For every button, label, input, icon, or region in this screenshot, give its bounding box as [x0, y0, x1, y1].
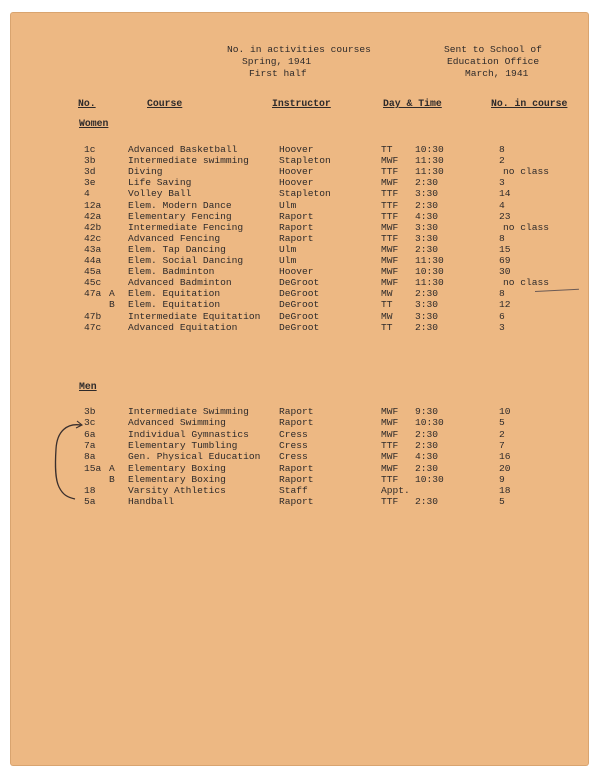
enrollment-count: 20 [499, 462, 511, 474]
section-letter: A [109, 462, 115, 474]
course-name: Gen. Physical Education [128, 451, 261, 463]
table-row [11, 440, 588, 451]
sent-line-2: Education Office [447, 56, 540, 67]
instructor-name: Raport [279, 417, 314, 429]
course-name: Volley Ball [128, 188, 192, 200]
course-name: Elem. Equitation [128, 288, 221, 300]
enrollment-count: 12 [499, 299, 511, 311]
course-name: Intermediate Swimming [128, 406, 249, 417]
meeting-time: 4:30 [415, 451, 439, 463]
column-header-day-time: Day & Time [383, 98, 442, 109]
meeting-time: 3:30 [415, 310, 439, 322]
meeting-days: TTF [381, 232, 399, 244]
course-name: Varsity Athletics [128, 485, 226, 497]
meeting-days: MWF [381, 243, 399, 255]
table-row [11, 244, 588, 255]
meeting-time: 10:30 [415, 417, 444, 429]
course-number: 47b [84, 310, 102, 322]
instructor-name: Hoover [279, 266, 314, 278]
table-row [11, 474, 588, 485]
enrollment-count: 5 [499, 417, 505, 429]
meeting-time: 2:30 [415, 199, 439, 211]
meeting-time: 11:30 [415, 277, 444, 289]
table-row [11, 429, 588, 440]
table-row [11, 451, 588, 462]
instructor-name: Raport [279, 496, 314, 508]
meeting-time: 10:30 [415, 473, 444, 485]
enrollment-count: 2 [499, 428, 505, 440]
enrollment-count: 3 [499, 177, 505, 189]
instructor-name: Stapleton [279, 155, 331, 167]
table-row [11, 200, 588, 211]
meeting-days: MWF [381, 155, 399, 167]
course-number: 43a [84, 243, 102, 255]
meeting-days: TT [381, 144, 393, 155]
meeting-time: 9:30 [415, 406, 439, 417]
meeting-time: 3:30 [415, 299, 439, 311]
enrollment-count: 30 [499, 266, 511, 278]
table-row [11, 277, 588, 288]
enrollment-count: 8 [499, 288, 505, 300]
meeting-time: 2:30 [415, 321, 439, 333]
table-row [11, 211, 588, 222]
column-header-course: Course [147, 98, 183, 109]
enrollment-count: 23 [499, 210, 511, 222]
meeting-days: MWF [381, 462, 399, 474]
course-number: 8a [84, 451, 96, 463]
section-letter: B [109, 299, 115, 311]
course-number: 3e [84, 177, 96, 189]
enrollment-count: 69 [499, 255, 511, 266]
table-row [11, 322, 588, 333]
course-name: Intermediate swimming [128, 155, 249, 167]
meeting-days: TTF [381, 199, 399, 211]
course-number: 45c [84, 277, 102, 289]
course-number: 44a [84, 255, 102, 266]
meeting-days: MWF [381, 255, 399, 266]
instructor-name: Cress [279, 428, 308, 440]
enrollment-count: 8 [499, 144, 505, 155]
course-name: Advanced Basketball [128, 144, 238, 155]
meeting-time: 2:30 [415, 428, 439, 440]
enrollment-count: 10 [499, 406, 511, 417]
table-row [11, 311, 588, 322]
meeting-time: 11:30 [415, 166, 444, 178]
meeting-days: MWF [381, 277, 399, 289]
instructor-name: Ulm [279, 255, 297, 266]
table-row [11, 233, 588, 244]
title-line-2: Spring, 1941 [242, 56, 312, 67]
enrollment-count: 15 [499, 243, 511, 255]
table-row [11, 288, 588, 299]
enrollment-count: 2 [499, 155, 505, 167]
course-number: 42a [84, 210, 102, 222]
meeting-time: 11:30 [415, 255, 444, 266]
course-number: 18 [84, 485, 96, 497]
course-number: 12a [84, 199, 102, 211]
meeting-time: 10:30 [415, 144, 444, 155]
meeting-time: 2:30 [415, 177, 439, 189]
enrollment-count: 8 [499, 232, 505, 244]
column-header-no-in-course: No. in course [491, 98, 568, 109]
table-row [11, 496, 588, 507]
section-letter: B [109, 473, 115, 485]
instructor-name: DeGroot [279, 299, 320, 311]
meeting-days: MWF [381, 417, 399, 429]
meeting-time: 3:30 [415, 188, 439, 200]
enrollment-count: no class [503, 221, 550, 233]
meeting-days: TTF [381, 496, 399, 508]
document-page [11, 13, 588, 765]
meeting-time: 2:30 [415, 439, 439, 451]
instructor-name: Ulm [279, 243, 297, 255]
instructor-name: Hoover [279, 166, 314, 178]
sent-line-1: Sent to School of [444, 44, 542, 55]
meeting-days: MWF [381, 428, 399, 440]
table-row [11, 417, 588, 428]
meeting-days: TTF [381, 473, 399, 485]
course-name: Elementary Boxing [128, 473, 226, 485]
meeting-time: 2:30 [415, 496, 439, 508]
instructor-name: Raport [279, 221, 314, 233]
course-number: 3c [84, 417, 96, 429]
table-row [11, 255, 588, 266]
course-name: Intermediate Equitation [128, 310, 261, 322]
course-number: 42b [84, 221, 102, 233]
title-line-1: No. in activities courses [227, 44, 371, 55]
table-row [11, 485, 588, 496]
course-number: 3d [84, 166, 96, 178]
course-name: Intermediate Fencing [128, 221, 244, 233]
instructor-name: Cress [279, 451, 308, 463]
meeting-time: 2:30 [415, 243, 439, 255]
meeting-days: MW [381, 288, 393, 300]
meeting-days: TT [381, 299, 393, 311]
table-row [11, 144, 588, 155]
instructor-name: Raport [279, 473, 314, 485]
meeting-days: MWF [381, 177, 399, 189]
enrollment-count: no class [503, 277, 550, 289]
meeting-days: TTF [381, 210, 399, 222]
table-row [11, 406, 588, 417]
enrollment-count: no class [503, 166, 550, 178]
meeting-time: 4:30 [415, 210, 439, 222]
meeting-days: MW [381, 310, 393, 322]
course-name: Elem. Modern Dance [128, 199, 232, 211]
instructor-name: Ulm [279, 199, 297, 211]
column-header-instructor: Instructor [272, 98, 331, 109]
meeting-time: 11:30 [415, 155, 444, 167]
instructor-name: Raport [279, 210, 314, 222]
instructor-name: Hoover [279, 177, 314, 189]
course-number: 47a [84, 288, 102, 300]
enrollment-count: 18 [499, 485, 511, 497]
instructor-name: Staff [279, 485, 308, 497]
table-row [11, 155, 588, 166]
course-name: Elem. Equitation [128, 299, 221, 311]
meeting-days: TT [381, 321, 393, 333]
enrollment-count: 16 [499, 451, 511, 463]
instructor-name: Cress [279, 439, 308, 451]
instructor-name: DeGroot [279, 277, 320, 289]
course-name: Elem. Social Dancing [128, 255, 244, 266]
course-name: Diving [128, 166, 163, 178]
table-row [11, 299, 588, 310]
table-row [11, 222, 588, 233]
course-name: Advanced Fencing [128, 232, 221, 244]
course-name: Elementary Tumbling [128, 439, 238, 451]
course-name: Elem. Badminton [128, 266, 215, 278]
enrollment-count: 3 [499, 321, 505, 333]
course-number: 42c [84, 232, 102, 244]
title-line-3: First half [249, 68, 307, 79]
table-row [11, 266, 588, 277]
table-row [11, 188, 588, 199]
instructor-name: Hoover [279, 144, 314, 155]
meeting-days: TTF [381, 439, 399, 451]
course-number: 4 [84, 188, 90, 200]
enrollment-count: 7 [499, 439, 505, 451]
course-number: 45a [84, 266, 102, 278]
course-number: 3b [84, 406, 96, 417]
course-number: 1c [84, 144, 96, 155]
hand-drawn-bracket [11, 13, 91, 533]
course-name: Advanced Badminton [128, 277, 232, 289]
enrollment-count: 6 [499, 310, 505, 322]
course-name: Advanced Swimming [128, 417, 226, 429]
section-label-women: Women [79, 118, 109, 129]
meeting-days: TTF [381, 166, 399, 178]
sent-line-3: March, 1941 [465, 68, 529, 79]
course-number: 5a [84, 496, 96, 508]
meeting-days: MWF [381, 221, 399, 233]
meeting-time: 2:30 [415, 288, 439, 300]
table-row [11, 166, 588, 177]
meeting-time: 10:30 [415, 266, 444, 278]
meeting-days: MWF [381, 266, 399, 278]
meeting-days: Appt. [381, 485, 410, 497]
enrollment-count: 9 [499, 473, 505, 485]
meeting-days: MWF [381, 451, 399, 463]
instructor-name: Stapleton [279, 188, 331, 200]
instructor-name: DeGroot [279, 288, 320, 300]
instructor-name: DeGroot [279, 321, 320, 333]
instructor-name: Raport [279, 232, 314, 244]
course-name: Elementary Fencing [128, 210, 232, 222]
course-name: Life Saving [128, 177, 192, 189]
course-number: 7a [84, 439, 96, 451]
course-name: Individual Gymnastics [128, 428, 249, 440]
table-row [11, 463, 588, 474]
enrollment-count: 5 [499, 496, 505, 508]
course-number: 47c [84, 321, 102, 333]
meeting-time: 3:30 [415, 221, 439, 233]
course-number: 6a [84, 428, 96, 440]
section-label-men: Men [79, 381, 97, 392]
meeting-time: 3:30 [415, 232, 439, 244]
course-name: Handball [128, 496, 175, 508]
instructor-name: DeGroot [279, 310, 320, 322]
course-name: Elementary Boxing [128, 462, 226, 474]
course-number: 3b [84, 155, 96, 167]
instructor-name: Raport [279, 462, 314, 474]
table-row [11, 177, 588, 188]
meeting-days: TTF [381, 188, 399, 200]
meeting-days: MWF [381, 406, 399, 417]
enrollment-count: 4 [499, 199, 505, 211]
course-name: Elem. Tap Dancing [128, 243, 226, 255]
instructor-name: Raport [279, 406, 314, 417]
course-number: 15a [84, 462, 102, 474]
column-header-no: No. [78, 98, 96, 109]
section-letter: A [109, 288, 115, 300]
meeting-time: 2:30 [415, 462, 439, 474]
course-name: Advanced Equitation [128, 321, 238, 333]
enrollment-count: 14 [499, 188, 511, 200]
